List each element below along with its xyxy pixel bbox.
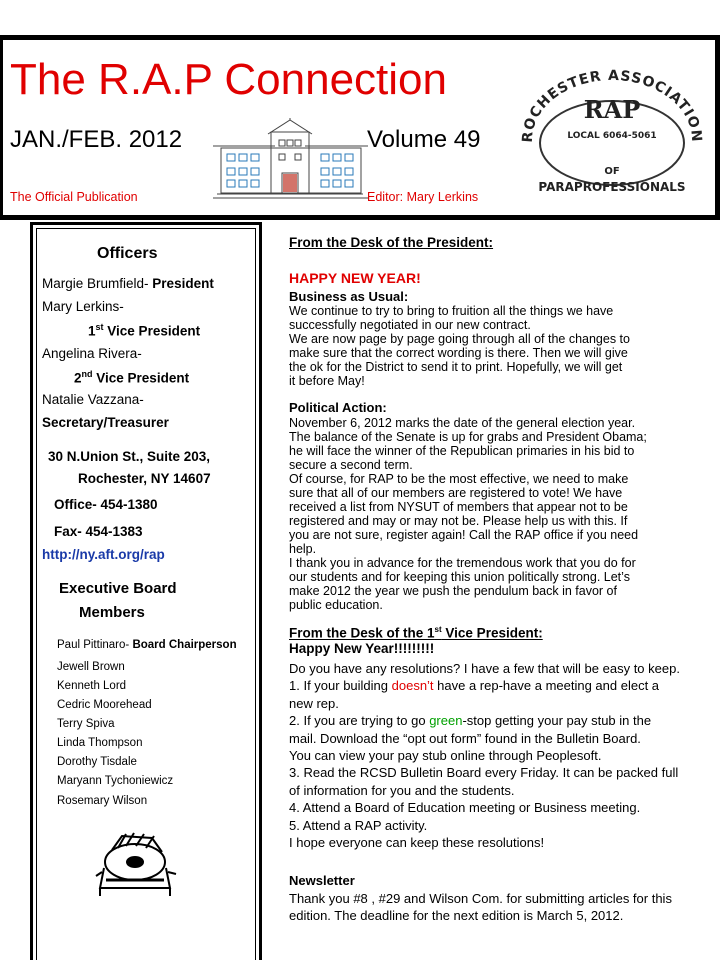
officer-president-role: President bbox=[152, 276, 214, 291]
text-line: We continue to try to bring to fruition all the things we have bbox=[289, 304, 614, 318]
board-member: Rosemary Wilson bbox=[57, 795, 148, 807]
officer-secretary-role: Secretary/Treasurer bbox=[42, 415, 169, 430]
text-line: 4. Attend a Board of Education meeting or Business meeting. bbox=[289, 800, 641, 816]
school-building-illustration bbox=[213, 118, 368, 203]
text-line: help. bbox=[289, 542, 317, 556]
board-member: Cedric Moorehead bbox=[57, 699, 152, 711]
board-chair-role: Board Chairperson bbox=[132, 639, 237, 651]
address-line-2: Rochester, NY 14607 bbox=[78, 471, 211, 486]
text-segment: have a rep-have a meeting and elect a bbox=[433, 678, 660, 694]
text-line: the ok for the District to send it to print. Hopefully, we will get bbox=[289, 360, 623, 374]
text-line: Do you have any resolutions? I have a few that will be easy to keep. bbox=[289, 661, 680, 676]
officer-1st-vp-role: 1st Vice President bbox=[88, 322, 201, 339]
logo-bottom-text: PARAPROFESSIONALS bbox=[538, 180, 686, 194]
volume-number: Volume 49 bbox=[367, 126, 481, 153]
business-heading: Business as Usual: bbox=[289, 289, 409, 304]
text-line: make sure that the correct wording is there. Then we will give bbox=[289, 346, 628, 360]
text-line: received a list from NYSUT of members that appear not to be bbox=[289, 500, 628, 514]
text-line: successfully negotiated in our new contract. bbox=[289, 318, 531, 332]
text-line: it before May! bbox=[289, 374, 365, 388]
text-line: new rep. bbox=[289, 695, 339, 711]
executive-board-heading: Executive Board bbox=[59, 580, 177, 597]
logo-local-text: LOCAL 6064-5061 bbox=[567, 131, 657, 141]
logo-of-text: OF bbox=[604, 166, 620, 177]
text-line: sure that all of our members are registered to vote! We have bbox=[289, 486, 623, 500]
board-chair-name: Paul Pittinaro- bbox=[57, 639, 130, 651]
text-line: Thank you #8 , #29 and Wilson Com. for submitting articles for this bbox=[289, 891, 672, 906]
rolodex-icon bbox=[92, 828, 178, 900]
text-line: mail. Download the “opt out form” found in the Bulletin Board. bbox=[289, 730, 641, 746]
text-line: secure a second term. bbox=[289, 458, 413, 472]
officer-2nd-vp-name: Angelina Rivera- bbox=[42, 346, 142, 361]
text-segment: 2. If you are trying to go bbox=[289, 713, 430, 729]
business-paragraph bbox=[289, 304, 709, 388]
text-line: make 2012 the year we push the pendulum back in favor of bbox=[289, 584, 617, 598]
issue-date: JAN./FEB. 2012 bbox=[10, 126, 183, 153]
rap-union-logo bbox=[510, 48, 715, 203]
officer-1st-vp-name: Mary Lerkins- bbox=[42, 299, 124, 314]
text-line: You can view your pay stub online through Peoplesoft. bbox=[289, 748, 602, 764]
text-segment: -stop getting your pay stub in the bbox=[462, 713, 652, 729]
editor-label: Editor: Mary Lerkins bbox=[367, 190, 479, 204]
officers-heading: Officers bbox=[97, 245, 158, 262]
official-publication-label: The Official Publication bbox=[10, 190, 138, 204]
text-line: edition. The deadline for the next edition is March 5, 2012. bbox=[289, 908, 624, 924]
vice-president-heading: From the Desk of the 1st Vice President: bbox=[289, 625, 543, 641]
text-line: November 6, 2012 marks the date of the general election year. bbox=[289, 416, 636, 430]
vp-happy-new-year: Happy New Year!!!!!!!!! bbox=[289, 641, 435, 656]
board-member: Maryann Tychoniewicz bbox=[57, 775, 174, 787]
happy-new-year-heading: HAPPY NEW YEAR! bbox=[289, 270, 421, 286]
officer-president-name: Margie Brumfield- bbox=[42, 276, 149, 291]
newsletter-title: The R.A.P Connection bbox=[10, 55, 447, 104]
text-line: 3. Read the RCSD Bulletin Board every Friday. It can be packed full bbox=[289, 765, 679, 781]
text-line: our students and for keeping this union politically strong. Let’s bbox=[289, 570, 630, 584]
president-heading: From the Desk of the President: bbox=[289, 235, 494, 250]
text-line: you are not sure, register again! Call the RAP office if you need bbox=[289, 528, 639, 542]
text-line: public education. bbox=[289, 598, 383, 612]
website-link[interactable]: http://ny.aft.org/rap bbox=[42, 547, 165, 562]
logo-center-text: RAP bbox=[583, 95, 641, 124]
logo-arc-text: ROCHESTER ASSOCIATION bbox=[519, 67, 705, 144]
officer-president bbox=[42, 276, 214, 291]
text-line: of information for you and the students. bbox=[289, 782, 515, 798]
text-segment: 1. If your building bbox=[289, 678, 392, 694]
political-action-heading: Political Action: bbox=[289, 400, 387, 415]
emphasis-red: doesn’t bbox=[391, 678, 434, 694]
emphasis-green: green bbox=[429, 713, 463, 729]
text-line: I hope everyone can keep these resolutions! bbox=[289, 835, 545, 851]
fax-number: Fax- 454-1383 bbox=[54, 524, 143, 539]
text-line bbox=[289, 712, 709, 729]
officer-2nd-vp-role: 2nd Vice President bbox=[74, 369, 190, 386]
office-phone: Office- 454-1380 bbox=[54, 497, 158, 512]
executive-board-heading-2: Members bbox=[79, 604, 145, 621]
board-member: Linda Thompson bbox=[57, 737, 143, 749]
address-line-1: 30 N.Union St., Suite 203, bbox=[48, 449, 211, 464]
board-chairperson bbox=[57, 639, 237, 651]
board-member: Dorothy Tisdale bbox=[57, 756, 137, 768]
text-line: The balance of the Senate is up for grabs and President Obama; bbox=[289, 430, 647, 444]
text-line: We are now page by page going through all of the changes to bbox=[289, 332, 630, 346]
text-line: he will face the winner of the Republican primaries in his bid to bbox=[289, 444, 635, 458]
text-line bbox=[289, 677, 709, 694]
officer-secretary-name: Natalie Vazzana- bbox=[42, 392, 144, 407]
text-line: 5. Attend a RAP activity. bbox=[289, 817, 428, 833]
newsletter-heading: Newsletter bbox=[289, 873, 355, 888]
text-line: I thank you in advance for the tremendous work that you do for bbox=[289, 556, 636, 570]
newsletter-paragraph bbox=[289, 890, 709, 925]
board-member: Kenneth Lord bbox=[57, 680, 127, 692]
board-member: Jewell Brown bbox=[57, 661, 125, 673]
board-member: Terry Spiva bbox=[57, 718, 115, 730]
text-line: Of course, for RAP to be the most effective, we need to make bbox=[289, 472, 629, 486]
vp-paragraph bbox=[289, 660, 709, 851]
political-paragraph bbox=[289, 416, 709, 612]
text-line: registered and may or may not be. Please help us with this. If bbox=[289, 514, 628, 528]
